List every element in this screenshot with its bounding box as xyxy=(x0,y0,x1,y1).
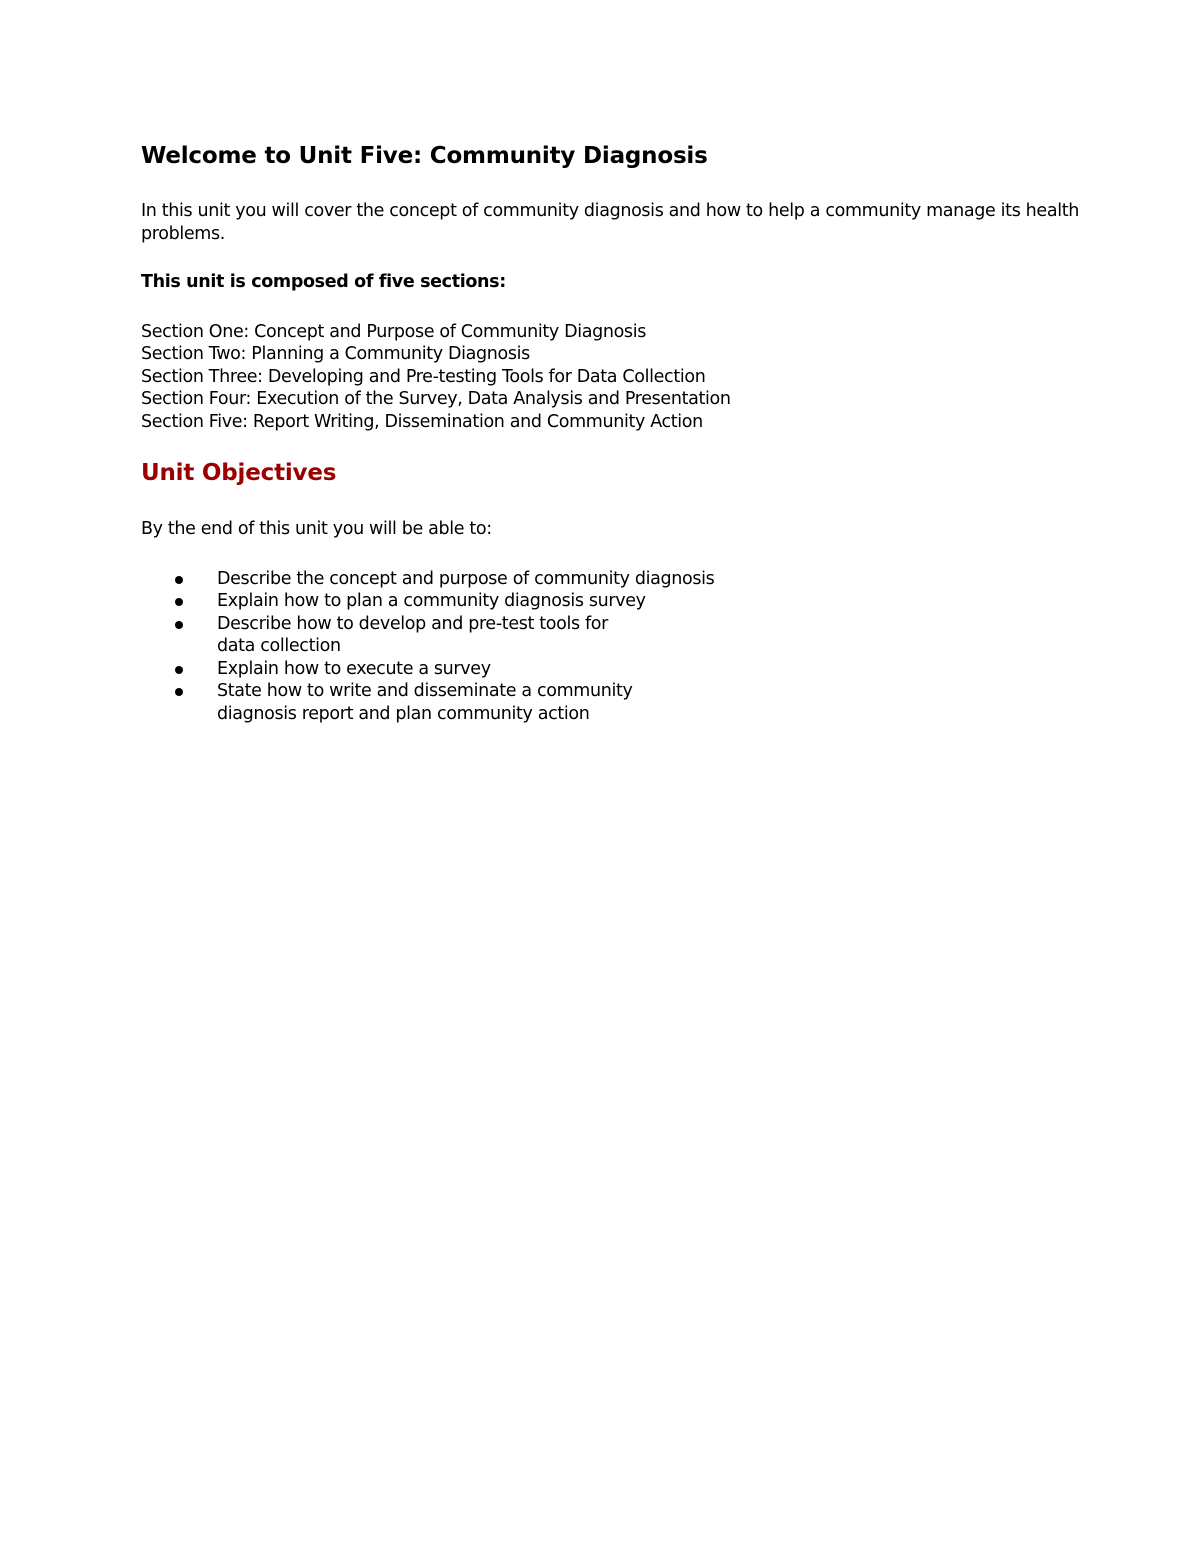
objective-text: Explain how to execute a survey xyxy=(217,658,491,679)
objective-text: Explain how to plan a community diagnosis survey xyxy=(217,591,646,611)
section-item: Section Three: Developing and Pre-testing Tools for Data Collection xyxy=(141,366,706,387)
objective-item xyxy=(141,590,737,613)
page-title: Welcome to Unit Five: Community Diagnosis xyxy=(141,143,708,169)
objective-item xyxy=(141,658,717,681)
bullet-icon xyxy=(175,621,183,629)
objectives-heading: Unit Objectives xyxy=(141,460,337,486)
objectives-intro: By the end of this unit you will be able to: xyxy=(141,519,492,539)
section-item: Section One: Concept and Purpose of Community Diagnosis xyxy=(141,321,646,342)
bullet-icon xyxy=(175,598,183,606)
section-item: Section Five: Report Writing, Dissemination and Community Action xyxy=(141,411,703,432)
bullet-icon xyxy=(175,688,183,696)
section-item: Section Two: Planning a Community Diagnosis xyxy=(141,344,530,364)
bullet-icon xyxy=(175,576,183,584)
objective-text: State how to write and disseminate a community diagnosis report and plan community action xyxy=(217,681,633,724)
intro-paragraph: In this unit you will cover the concept of community diagnosis and how to help a community manage its health problems. xyxy=(141,201,1079,244)
objective-item xyxy=(141,568,737,591)
objective-text: Describe the concept and purpose of community diagnosis xyxy=(217,568,715,589)
objective-item xyxy=(141,613,637,658)
sections-heading: This unit is composed of five sections: xyxy=(141,272,506,292)
section-list xyxy=(141,321,1081,434)
objectives-list xyxy=(141,568,1081,726)
document-page xyxy=(141,138,1081,725)
bullet-icon xyxy=(175,666,183,674)
section-item: Section Four: Execution of the Survey, Data Analysis and Presentation xyxy=(141,389,731,409)
objective-text: Describe how to develop and pre-test tools for data collection xyxy=(217,613,608,656)
objective-item xyxy=(141,680,717,725)
